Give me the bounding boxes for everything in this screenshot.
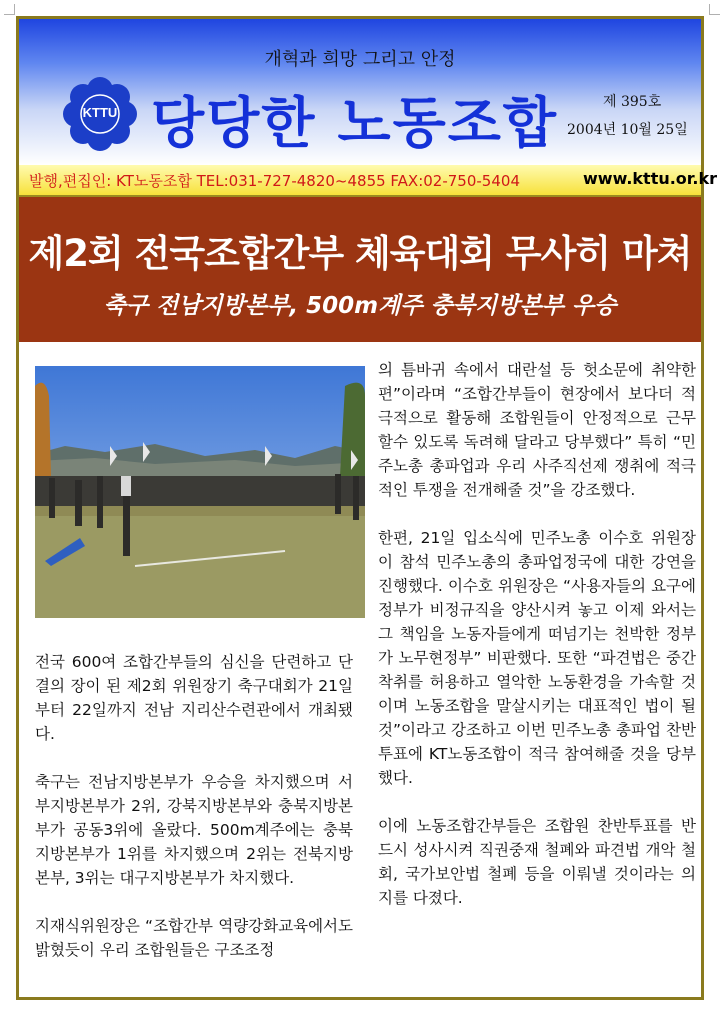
crop-mark-top-right: [709, 4, 720, 15]
article-paragraph: 축구는 전남지방본부가 우승을 차지했으며 서부지방본부가 2위, 강북지방본부와 충북지방본부가 공동3위에 올랐다. 500m계주에는 충북지방본부가 1위를 차지했으며 2위는 전북지방본부, 3위는 대구지방본부가 차지했다.: [35, 773, 353, 887]
crop-mark-top-left: [4, 4, 15, 15]
headline: 제2회 전국조합간부 체육대회 무사히 마쳐: [28, 232, 692, 275]
article-paragraph: 이에 노동조합간부들은 조합원 찬반투표를 반드시 성사시켜 직권중재 철폐와 파견법 개악 철회, 국가보안법 철폐 등을 이뤄낼 것이라는 의지를 다졌다.: [378, 817, 696, 907]
issue-number: 제 395호: [603, 94, 662, 110]
kttu-logo-icon: [61, 75, 139, 153]
publisher-bar: [19, 165, 718, 197]
publisher-info: 발행,편집인: KT노동조합 TEL:031-727-4820~4855 FAX:02-750-5404: [29, 172, 520, 190]
newspaper-title: 당당한 노동조합: [151, 91, 559, 155]
masthead: [19, 19, 701, 165]
logo-text: KTTU: [82, 105, 118, 120]
article-paragraph: 지재식위원장은 “조합간부 역량강화교육에서도 밝혔듯이 우리 조합원들은 구조조정: [35, 917, 353, 959]
article-column-right: [378, 358, 696, 910]
headline-box: [19, 197, 701, 342]
article-paragraph: 의 틈바귀 속에서 대란설 등 헛소문에 취약한 편”이라며 “조합간부들이 현장에서 보다더 적극적으로 활동해 조합원들이 안정적으로 근무할수 있도록 독려해 달라고 당부했다” 특히 “민주노총 총파업과 우리 사주직선제 쟁취에 적극적인 투쟁을 전개해줄 것”을 강조했다.: [378, 361, 696, 499]
issue-date: 2004년 10월 25일: [567, 122, 688, 138]
article-paragraph: 전국 600여 조합간부들의 심신을 단련하고 단결의 장이 된 제2회 위원장기 축구대회가 21일부터 22일까지 전남 지리산수련관에서 개최됐다.: [35, 653, 353, 743]
website-link[interactable]: www.kttu.or.kr: [583, 169, 718, 188]
subheadline: 축구 전남지방본부, 500m계주 충북지방본부 우승: [103, 293, 617, 319]
slogan: 개혁과 희망 그리고 안정: [264, 49, 456, 70]
event-photo: [35, 366, 365, 618]
article-paragraph: 한편, 21일 입소식에 민주노총 이수호 위원장이 참석 민주노총의 총파업정국에 대한 강연을 진행했다. 이수호 위원장은 “사용자들의 요구에 정부가 비정규직을 양산시켜 놓고 이제 와서는 그 책임을 노동자들에게 떠넘기는 천박한 정부가 노무현정부” 비판했다. 또한 “파견법은 중간착취를 허용하고 열악한 노동환경을 가속할 것이며 노동조합을 말살시키는 대표적인 법이 될 것”이라고 강조하고 이번 민주노총 총파업 찬반투표에 KT노동조합이 적극 참여해줄 것을 당부했다.: [378, 529, 696, 787]
article-column-left: [35, 650, 353, 962]
